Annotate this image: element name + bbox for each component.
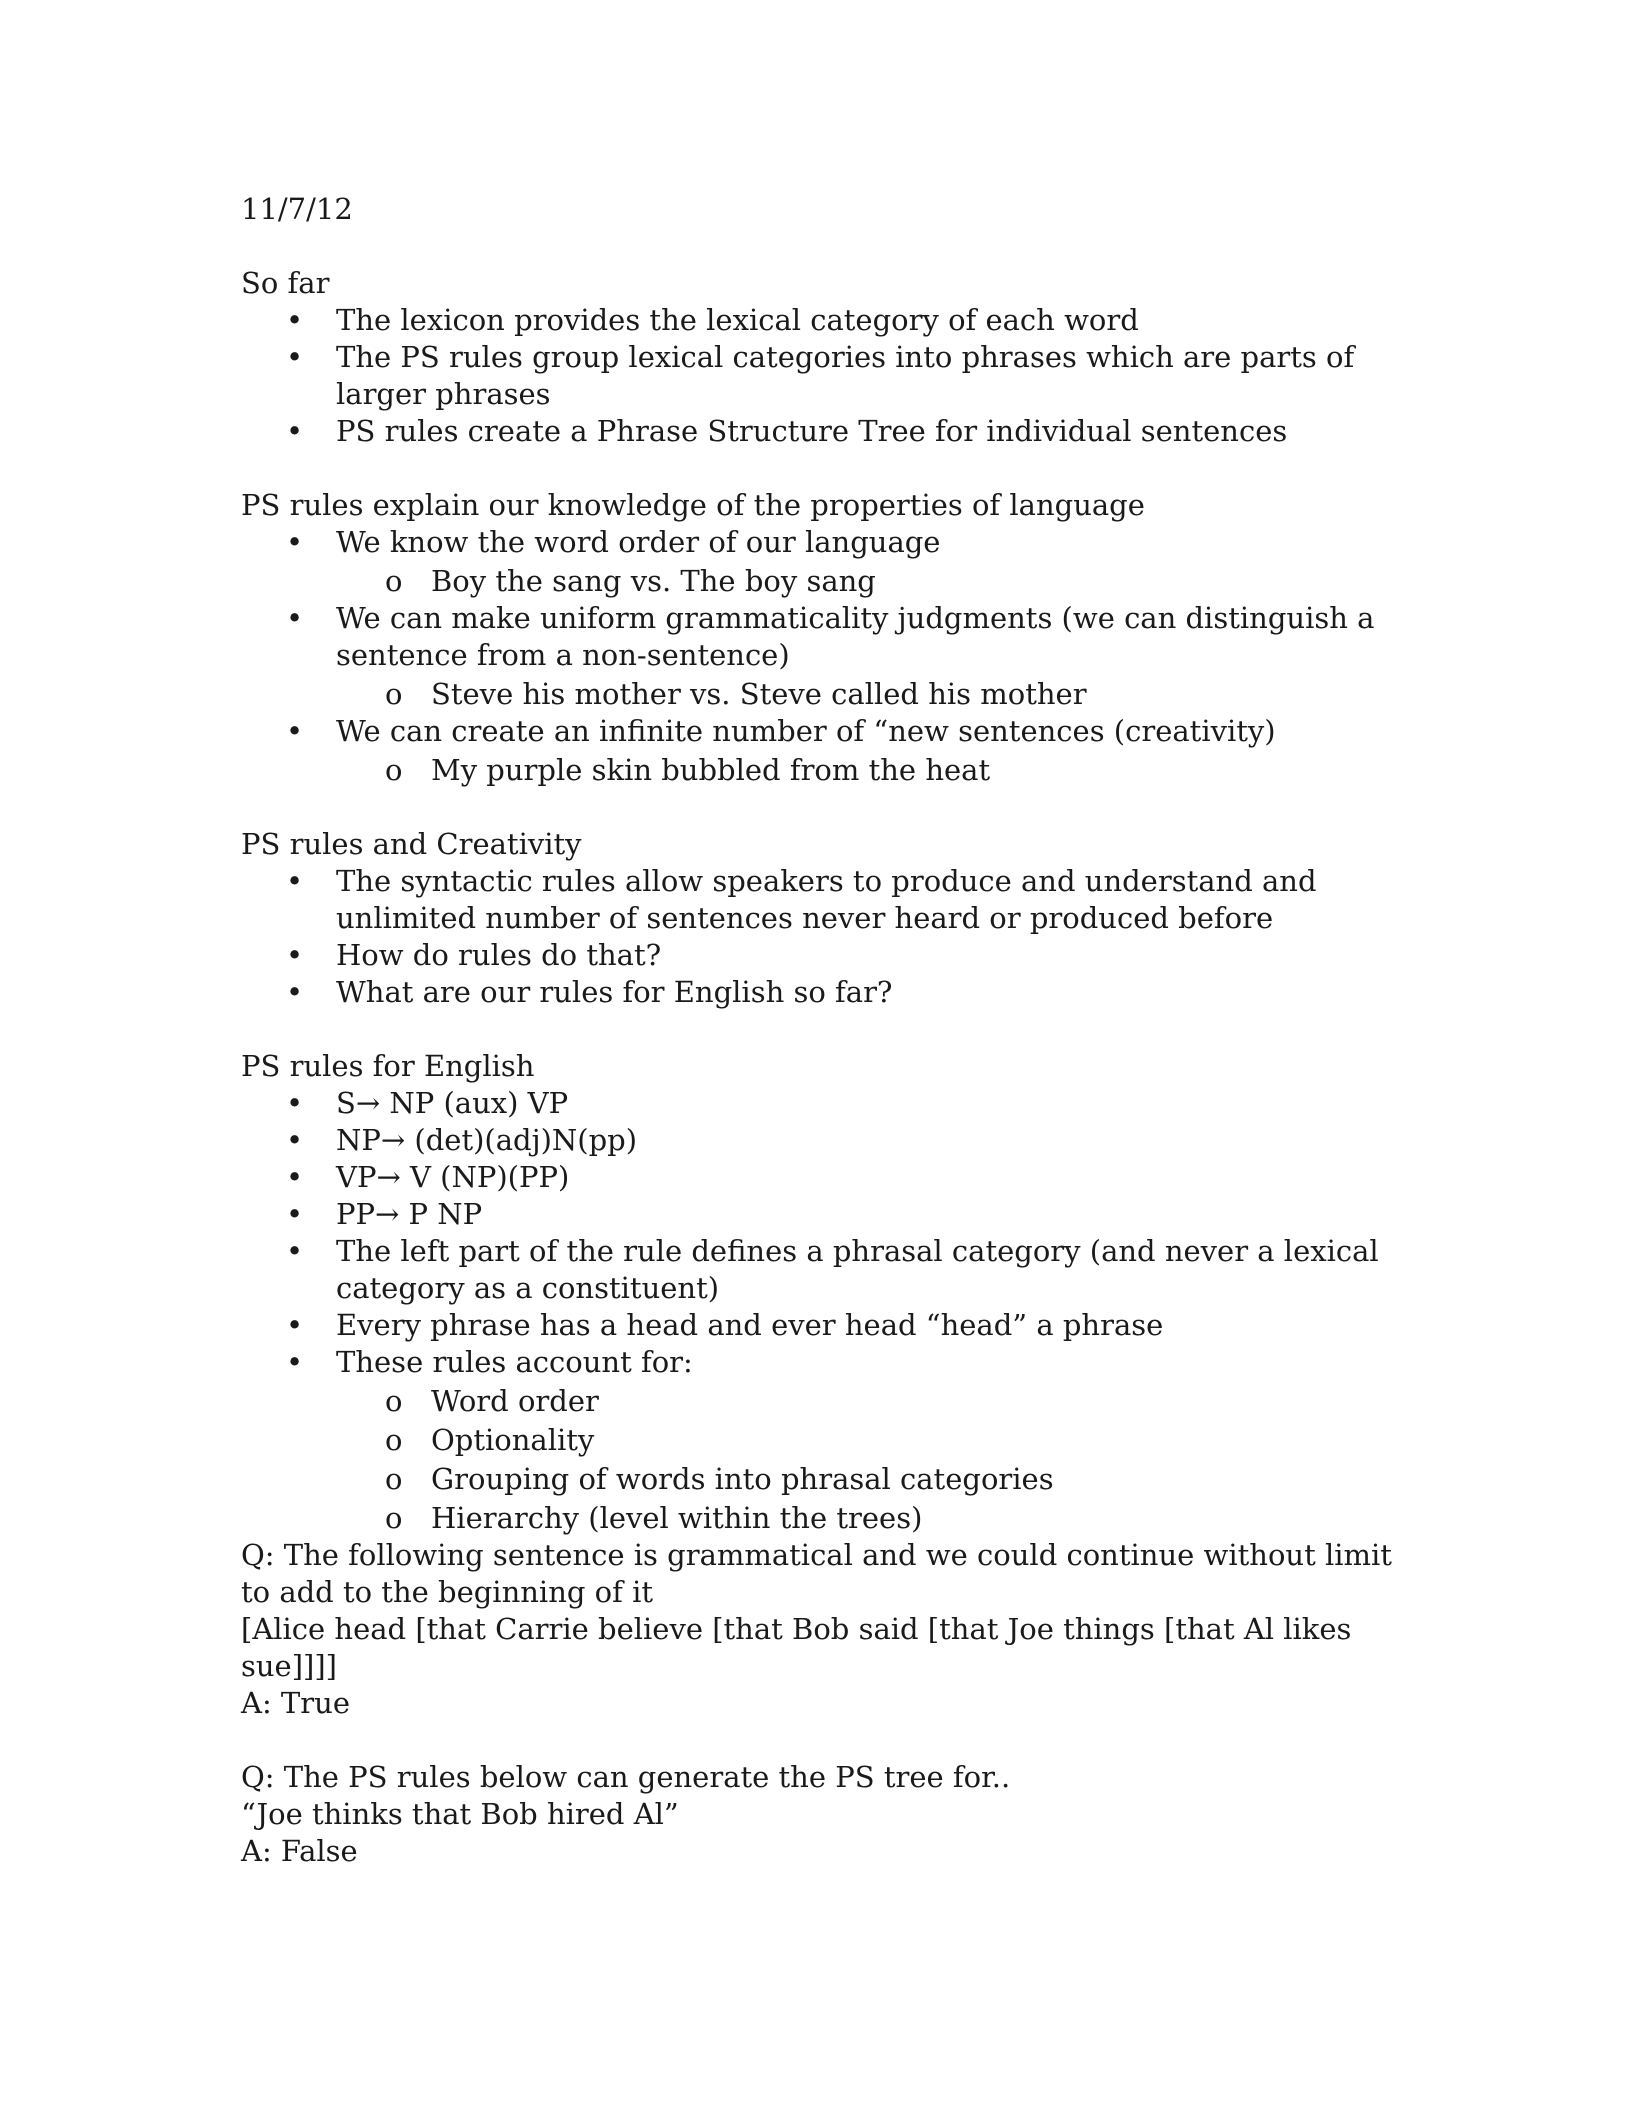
sub-list-item: o Steve his mother vs. Steve called his mother <box>385 677 1087 711</box>
bullet-icon: • <box>286 714 304 748</box>
qa-block <box>241 1759 1401 1870</box>
circle-bullet-icon: o <box>385 1384 403 1418</box>
sub-list-item: o Word order <box>385 1384 599 1418</box>
section-ps-rules-knowledge <box>241 487 1401 789</box>
circle-bullet-icon: o <box>385 677 403 711</box>
list-item: • We can make uniform grammaticality judgments (we can distinguish a sentence from a non-sentence) <box>286 601 1375 672</box>
list-item: • How do rules do that? <box>286 938 662 972</box>
bullet-list <box>241 1085 1401 1537</box>
section-heading: So far <box>241 266 330 300</box>
section-heading: PS rules explain our knowledge of the properties of language <box>241 488 1145 522</box>
section-ps-rules-creativity <box>241 826 1401 1011</box>
bullet-icon: • <box>286 864 304 898</box>
bullet-list <box>241 302 1401 450</box>
answer-text: A: False <box>241 1834 358 1868</box>
list-item: • We can create an infinite number of “new sentences (creativity) <box>286 714 1276 748</box>
bullet-icon: • <box>286 1345 304 1379</box>
circle-bullet-icon: o <box>385 564 403 598</box>
bullet-list <box>241 863 1401 1011</box>
circle-bullet-icon: o <box>385 1423 403 1457</box>
bullet-icon: • <box>286 1197 304 1231</box>
bullet-icon: • <box>286 303 304 337</box>
bullet-icon: • <box>286 340 304 374</box>
bullet-icon: • <box>286 601 304 635</box>
bullet-icon: • <box>286 938 304 972</box>
list-item: • What are our rules for English so far? <box>286 975 893 1009</box>
list-item: • The lexicon provides the lexical category of each word <box>286 303 1139 337</box>
answer-text: A: True <box>241 1686 350 1720</box>
list-item: • S→ NP (aux) VP <box>286 1086 569 1120</box>
list-item: • Every phrase has a head and ever head “head” a phrase <box>286 1308 1164 1342</box>
sub-list-item: o Boy the sang vs. The boy sang <box>385 564 876 598</box>
circle-bullet-icon: o <box>385 753 403 787</box>
bullet-icon: • <box>286 1308 304 1342</box>
sub-list-item: o Grouping of words into phrasal categories <box>385 1462 1054 1496</box>
question-text: Q: The following sentence is grammatical and we could continue without limit to add to the beginning of it <box>241 1538 1392 1609</box>
list-item: • We know the word order of our language <box>286 525 941 559</box>
bullet-icon: • <box>286 1160 304 1194</box>
list-item: • NP→ (det)(adj)N(pp) <box>286 1123 638 1157</box>
sub-list-item: o Hierarchy (level within the trees) <box>385 1501 923 1535</box>
section-heading: PS rules and Creativity <box>241 827 582 861</box>
circle-bullet-icon: o <box>385 1462 403 1496</box>
list-item: • The syntactic rules allow speakers to produce and understand and unlimited number of sentences never heard or produced before <box>286 864 1317 935</box>
question-text: Q: The PS rules below can generate the PS tree for.. <box>241 1760 1011 1794</box>
list-item: • VP→ V (NP)(PP) <box>286 1160 570 1194</box>
list-item: • The PS rules group lexical categories into phrases which are parts of larger phrases <box>286 340 1355 411</box>
section-so-far <box>241 265 1401 450</box>
qa-block <box>241 1537 1401 1722</box>
document-date: 11/7/12 <box>241 192 353 226</box>
list-item: • PP→ P NP <box>286 1197 483 1231</box>
section-ps-rules-english <box>241 1048 1401 1537</box>
section-heading: PS rules for English <box>241 1049 535 1083</box>
bullet-icon: • <box>286 975 304 1009</box>
circle-bullet-icon: o <box>385 1501 403 1535</box>
sub-list-item: o Optionality <box>385 1423 595 1457</box>
list-item: • These rules account for: <box>286 1345 693 1379</box>
example-sentence: “Joe thinks that Bob hired Al” <box>241 1797 679 1831</box>
bullet-icon: • <box>286 525 304 559</box>
list-item: • PS rules create a Phrase Structure Tree for individual sentences <box>286 414 1288 448</box>
example-sentence: [Alice head [that Carrie believe [that Bob said [that Joe things [that Al likes sue]]]] <box>241 1612 1352 1683</box>
document-page <box>241 191 1401 1870</box>
bullet-icon: • <box>286 414 304 448</box>
sub-list-item: o My purple skin bubbled from the heat <box>385 753 991 787</box>
bullet-icon: • <box>286 1123 304 1157</box>
list-item: • The left part of the rule defines a phrasal category (and never a lexical category as a constituent) <box>286 1234 1379 1305</box>
bullet-icon: • <box>286 1086 304 1120</box>
bullet-list <box>241 524 1401 789</box>
bullet-icon: • <box>286 1234 304 1268</box>
